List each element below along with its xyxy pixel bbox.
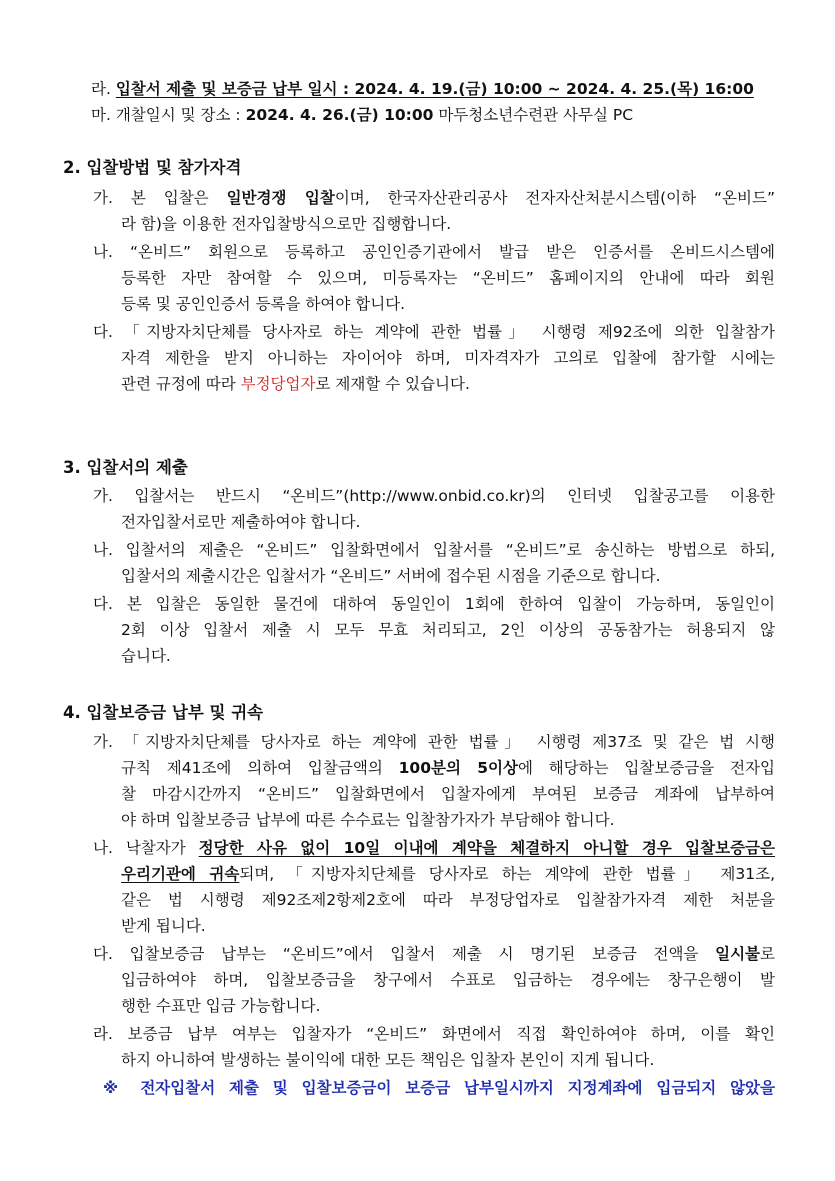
- section-2-title: 2. 입찰방법 및 참가자격: [63, 158, 242, 177]
- forfeit-condition: 정당한 사유 없이 10일 이내에 계약을 체결하지 아니할 경우 입찰보증금은: [198, 839, 775, 857]
- opening-datetime: 2024. 4. 26.(금) 10:00: [245, 106, 434, 124]
- opening-place: 마두청소년수련관 사무실 PC: [433, 106, 634, 124]
- s3-da-line3: 습니다.: [121, 647, 171, 665]
- forfeit-target: 우리기관에 귀속: [121, 865, 240, 883]
- s2-na-line3: 등록 및 공인인증서 등록을 하여야 합니다.: [121, 295, 406, 313]
- s2-na-line2: 등록한 자만 참여할 수 있으며, 미등록자는 “온비드” 홈페이지의 안내에 따라 회원: [121, 269, 775, 287]
- s3-na-line1: 나. 입찰서의 제출은 “온비드” 입찰화면에서 입찰서를 “온비드”로 송신하는 방법으로 하되,: [93, 541, 775, 559]
- s3-ga-line1: 가. 입찰서는 반드시 “온비드”(http://www.onbid.co.kr)의 인터넷 입찰공고를 이용한: [93, 487, 775, 505]
- text: 에 해당하는 입찰보증금을 전자입: [517, 759, 775, 777]
- s4-na-line1: [93, 837, 775, 859]
- s4-na-line3: 같은 법 시행령 제92조제2항제2호에 따라 부정당업자로 입찰참가자격 제한 처분을: [121, 891, 775, 909]
- s4-ga-line1: 가. 「지방자치단체를 당사자로 하는 계약에 관한 법률」 시행령 제37조 및 같은 법 시행: [93, 733, 775, 751]
- text: 다. 입찰보증금 납부는 “온비드”에서 입찰서 제출 시 명기된 보증금 전액을: [93, 945, 716, 963]
- s2-ga-line1: [93, 187, 775, 209]
- text: 되며, 「지방자치단체를 당사자로 하는 계약에 관한 법률」 제31조,: [239, 865, 775, 883]
- s2-na-line1: 나. “온비드” 회원으로 등록하고 공인인증기관에서 발급 받은 인증서를 온비드시스템에: [93, 243, 775, 261]
- bid-period: 입찰서 제출 및 보증금 납부 일시 : 2024. 4. 19.(금) 10:00 ~ 2024. 4. 25.(목) 16:00: [115, 80, 754, 98]
- s4-da-line3: 행한 수표만 입금 가능합니다.: [121, 997, 321, 1015]
- schedule-line-ra: [91, 78, 754, 100]
- s4-ra-line1: 라. 보증금 납부 여부는 입찰자가 “온비드” 화면에서 직접 확인하여야 하며, 이를 확인: [93, 1025, 775, 1043]
- s4-ra-line2: 하지 아니하여 발생하는 불이익에 대한 모든 책임은 입찰자 본인이 지게 됩니다.: [121, 1051, 655, 1069]
- s4-na-line2: [121, 863, 775, 885]
- s2-da-line3: [121, 373, 470, 395]
- emphasis: 일반경쟁 입찰: [226, 189, 335, 207]
- s2-da-line1: 다. 「지방자치단체를 당사자로 하는 계약에 관한 법률」 시행령 제92조에 의한 입찰참가: [93, 323, 775, 341]
- red-emphasis: 부정당업자: [240, 375, 316, 393]
- s3-ga-line2: 전자입찰서로만 제출하여야 합니다.: [121, 513, 361, 531]
- s2-da-line2: 자격 제한을 받지 아니하는 자이어야 하며, 미자격자가 고의로 입찰에 참가할 시에는: [121, 349, 775, 367]
- section-4-title: 4. 입찰보증금 납부 및 귀속: [63, 703, 264, 722]
- item-prefix: 라.: [91, 80, 116, 98]
- s3-da-line2: 2회 이상 입찰서 제출 시 모두 무효 처리되고, 2인 이상의 공동참가는 허용되지 않: [121, 621, 775, 639]
- warning-note: ※ 전자입찰서 제출 및 입찰보증금이 보증금 납부일시까지 지정계좌에 입금되지 않았을: [103, 1079, 775, 1097]
- schedule-line-ma: [91, 104, 633, 126]
- text: 가. 본 입찰은: [93, 189, 227, 207]
- s2-ga-line2: 라 함)을 이용한 전자입찰방식으로만 집행합니다.: [121, 215, 452, 233]
- text: 로: [760, 945, 775, 963]
- s4-da-line1: [93, 943, 775, 965]
- s4-ga-line4: 야 하며 입찰보증금 납부에 따른 수수료는 입찰참가자가 부담해야 합니다.: [121, 811, 615, 829]
- text: 규칙 제41조에 의하여 입찰금액의: [121, 759, 399, 777]
- text: 로 제재할 수 있습니다.: [315, 375, 470, 393]
- emphasis: 100분의 5이상: [398, 759, 518, 777]
- text: 이며, 한국자산관리공사 전자자산처분시스템(이하 “온비드”: [334, 189, 775, 207]
- emphasis: 일시불: [715, 945, 761, 963]
- s4-da-line2: 입금하여야 하며, 입찰보증금을 창구에서 수표로 입금하는 경우에는 창구은행이 발: [121, 971, 775, 989]
- s3-na-line2: 입찰서의 제출시간은 입찰서가 “온비드” 서버에 접수된 시점을 기준으로 합니다.: [121, 567, 661, 585]
- s3-da-line1: 다. 본 입찰은 동일한 물건에 대하여 동일인이 1회에 한하여 입찰이 가능하며, 동일인이: [93, 595, 775, 613]
- section-3-title: 3. 입찰서의 제출: [63, 458, 188, 477]
- item-prefix: 마. 개찰일시 및 장소 :: [91, 106, 246, 124]
- text: 나. 낙찰자가: [93, 839, 199, 857]
- text: 관련 규정에 따라: [121, 375, 241, 393]
- s4-ga-line3: 찰 마감시간까지 “온비드” 입찰화면에서 입찰자에게 부여된 보증금 계좌에 납부하여: [121, 785, 775, 803]
- s4-na-line4: 받게 됩니다.: [121, 917, 206, 935]
- s4-ga-line2: [121, 757, 775, 779]
